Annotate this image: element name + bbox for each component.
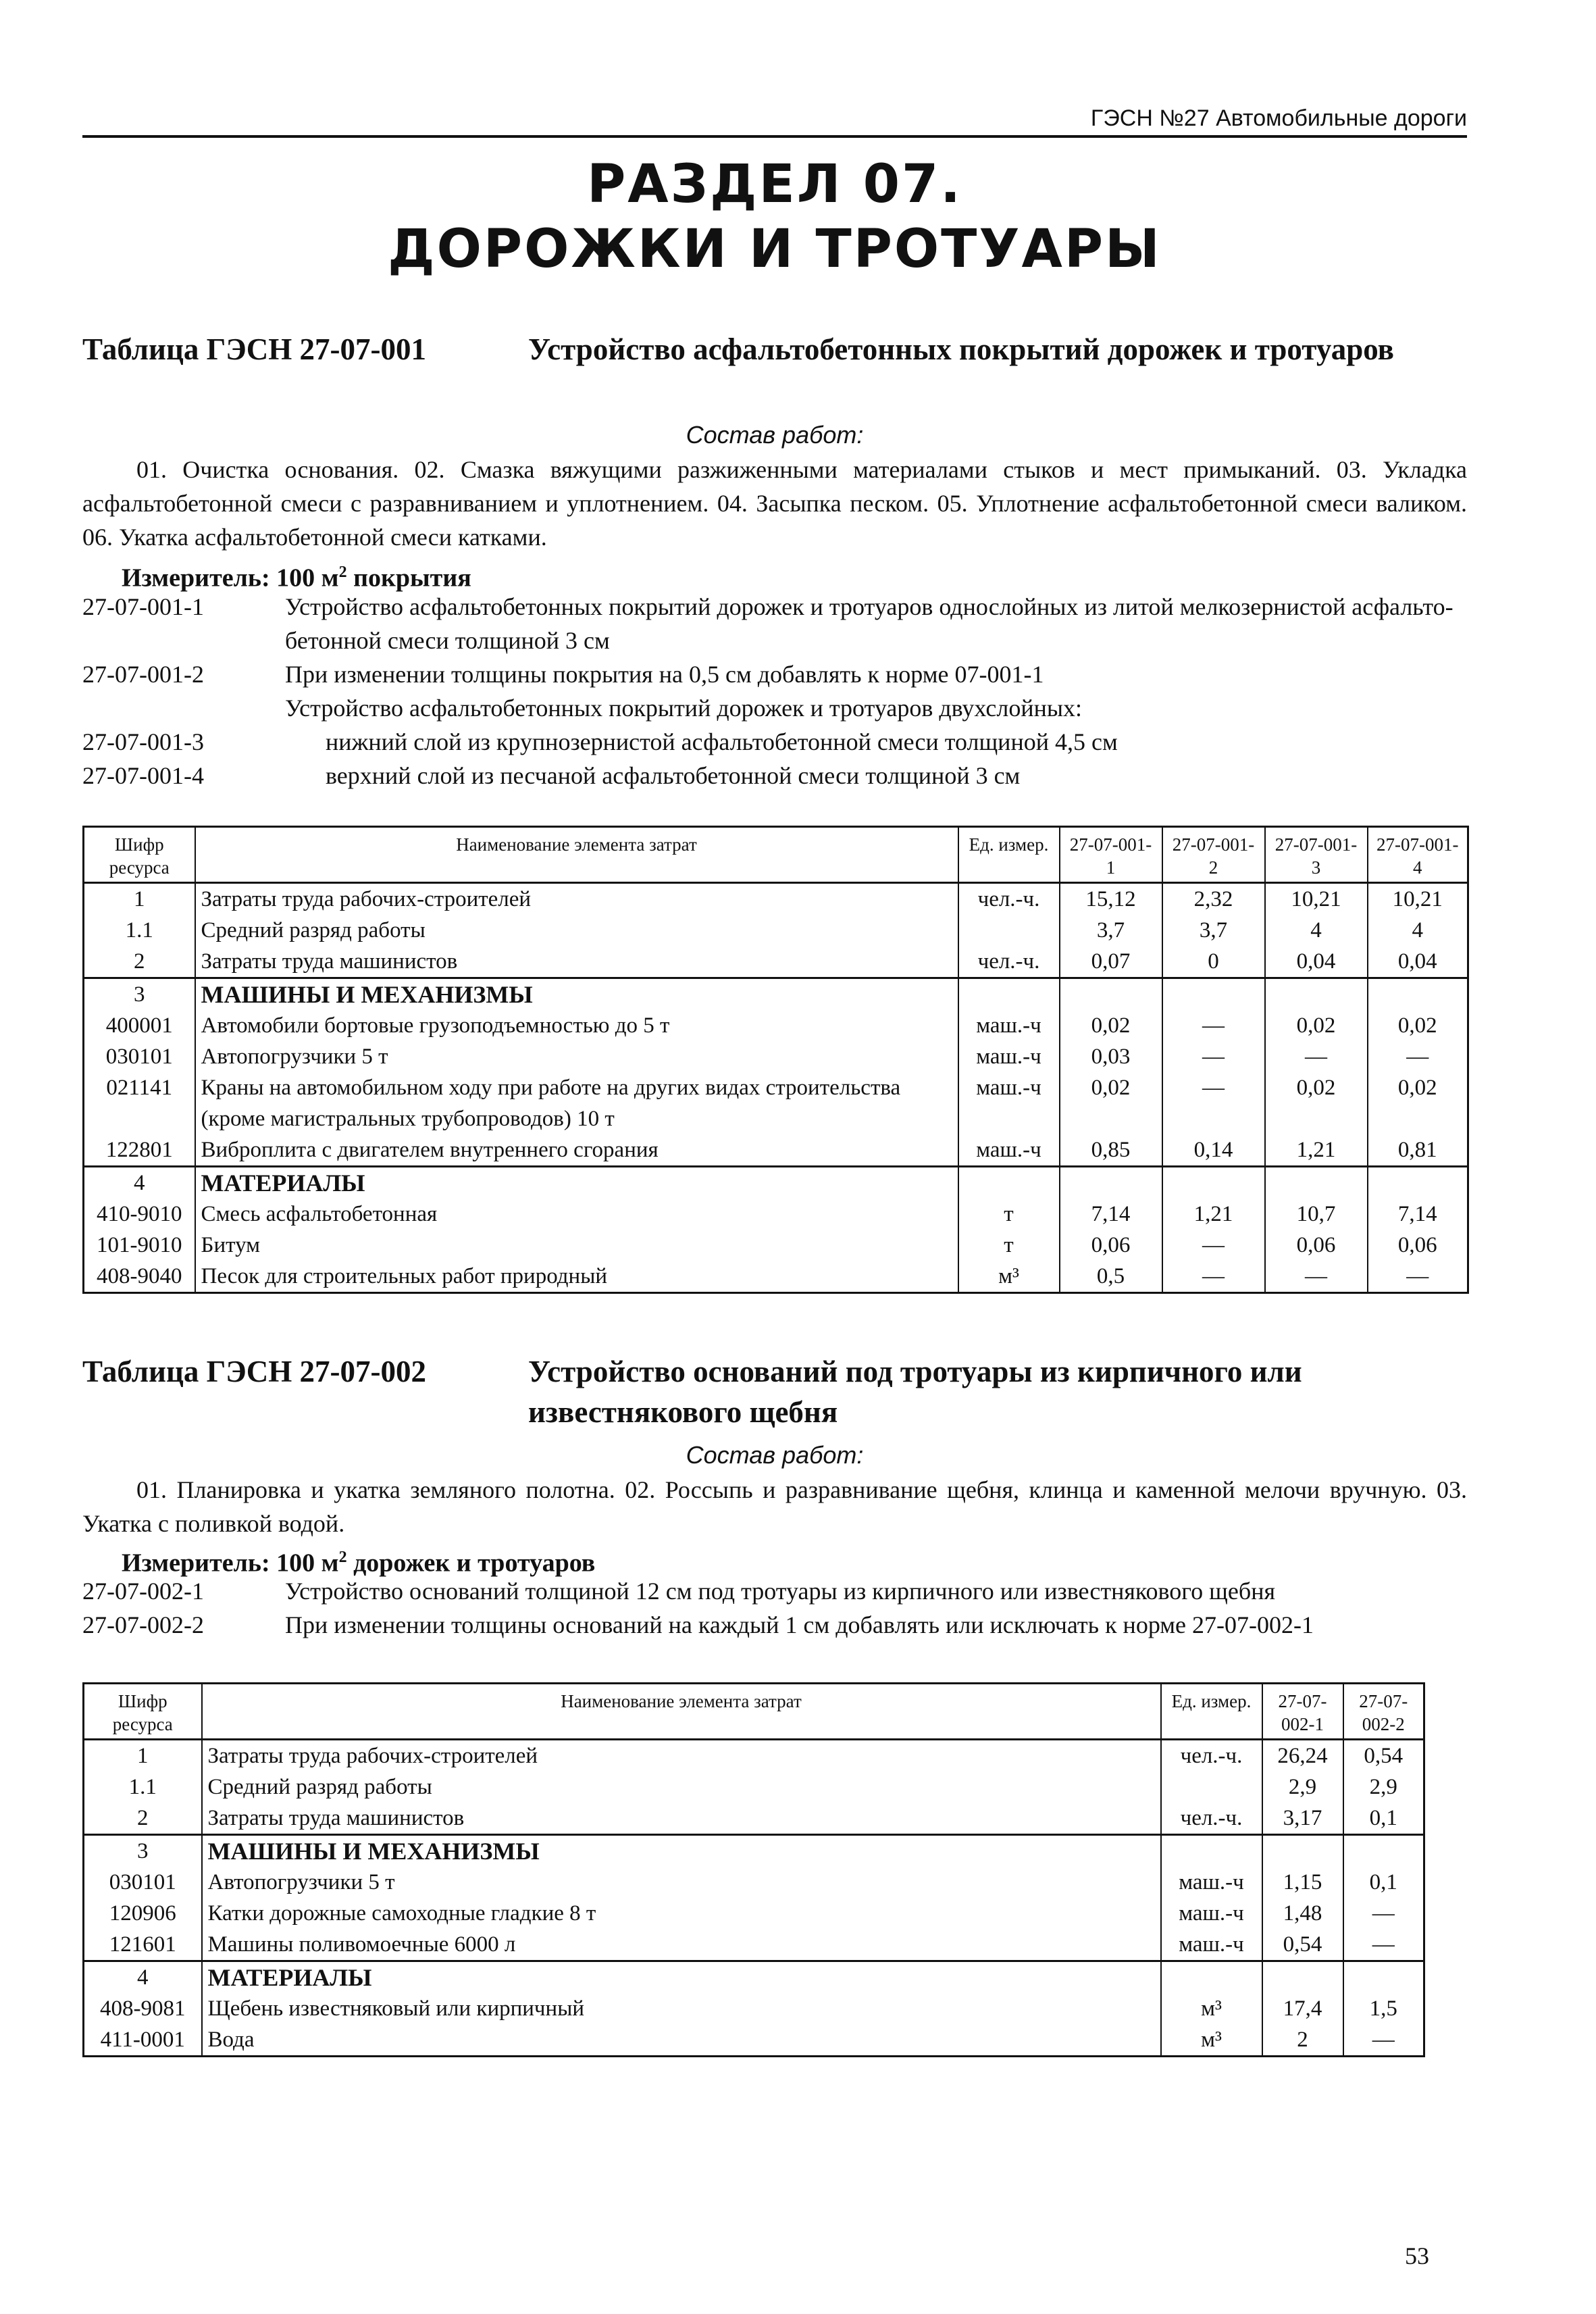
cost-item-name: Автомобили бортовые грузоподъемностью до 5 т [195,1010,958,1041]
table-1-work-subtitle: Состав работ: [686,421,864,449]
section-name: ДОРОЖКИ И ТРОТУАРЫ [388,219,1162,280]
norm-value: 0,06 [1265,1230,1368,1261]
column-header-norm: 27-07-001-1 [1060,827,1162,883]
measure-suffix: покрытия [346,563,471,593]
table-1-costs [82,826,1469,1294]
table-row [84,1993,1424,2024]
norm-value: — [1162,1010,1265,1041]
norm-value: — [1368,1041,1468,1072]
norm-value: 0,1 [1343,1867,1424,1898]
table-1-norms-list [82,590,1467,793]
norm-value: — [1162,1041,1265,1072]
norm-value: 3,7 [1162,915,1265,946]
table-row [84,1898,1424,1929]
running-header: ГЭСН №27 Автомобильные дороги [82,101,1467,138]
cost-item-name: Средний разряд работы [195,915,958,946]
column-header-norm: 27-07-002-2 [1343,1684,1424,1740]
norm-text: Устройство асфальтобетонных покрытий дорожек и тротуаров двухслойных: [285,695,1083,722]
norm-value: 0,02 [1368,1072,1468,1134]
unit [1161,1771,1262,1803]
table-2-label: Таблица ГЭСН 27-07-002 [82,1355,426,1388]
table-1-work-description: 01. Очистка основания. 02. Смазка вяжущими разжиженными материалами стыков и мест примыканий. 03. Укладка асфальтобетонной смеси с разравниванием и уплотнением. 04. Засыпка песком. 05. Уплотнение асфальтобетонной смеси валиком. 06. Укатка асфальтобетонной смеси катками. [82,456,1467,551]
table-row [84,1835,1424,1867]
norm-item [82,725,1467,759]
norm-value: 0,06 [1368,1230,1468,1261]
table-row [84,1041,1468,1072]
page-number: 53 [1405,2242,1429,2269]
table-2-header-row [84,1684,1424,1740]
cost-item-name: Краны на автомобильном ходу при работе на других видах строительства (кроме магистральных трубопроводов) 10 т [195,1072,958,1134]
unit: маш.-ч [958,1010,1060,1041]
unit: м³ [958,1261,1060,1293]
norm-value: — [1265,1041,1368,1072]
unit [958,1167,1060,1199]
norm-code: 27-07-002-2 [82,1611,204,1638]
group-title: МАТЕРИАЛЫ [195,1167,958,1199]
norm-value: 1,15 [1262,1867,1343,1898]
unit: маш.-ч [958,1041,1060,1072]
resource-code: 408-9040 [84,1261,195,1293]
norm-value: 2,32 [1162,883,1265,915]
unit: маш.-ч [958,1072,1060,1134]
norm-value: 2,9 [1343,1771,1424,1803]
table-row [84,1199,1468,1230]
resource-code: 4 [84,1167,195,1199]
table-2-costs [82,1682,1425,2057]
norm-value: 10,21 [1368,883,1468,915]
measure-superscript: 2 [338,1549,347,1566]
norm-code: 27-07-001-1 [82,593,204,620]
table-row [84,1929,1424,1961]
resource-code: 410-9010 [84,1199,195,1230]
norm-text: Устройство асфальтобетонных покрытий дорожек и тротуаров однослойных из литой мелкозернистой асфальто-бетонной смеси толщиной 3 см [285,593,1453,654]
unit: т [958,1230,1060,1261]
table-1-body [84,883,1468,1293]
table-2-work-subtitle: Состав работ: [686,1441,864,1469]
norm-value: 0,14 [1162,1134,1265,1167]
table-2-body [84,1740,1424,2057]
table-row [84,1134,1468,1167]
norm-value: 1,21 [1162,1199,1265,1230]
norm-value: 4 [1265,915,1368,946]
norm-value: 2,9 [1262,1771,1343,1803]
cost-item-name: Виброплита с двигателем внутреннего сгорания [195,1134,958,1167]
norm-value: 17,4 [1262,1993,1343,2024]
norm-value: 0,04 [1265,946,1368,978]
resource-code: 030101 [84,1867,202,1898]
resource-code: 121601 [84,1929,202,1961]
unit: маш.-ч [1161,1867,1262,1898]
cost-item-name: Затраты труда машинистов [195,946,958,978]
norm-value [1060,1167,1162,1199]
resource-code: 1.1 [84,1771,202,1803]
norm-value: 0,54 [1262,1929,1343,1961]
norm-text: При изменении толщины покрытия на 0,5 см добавлять к норме 07-001-1 [285,661,1044,688]
norm-item [82,657,1467,691]
norm-value: — [1343,1929,1424,1961]
cost-item-name: Катки дорожные самоходные гладкие 8 т [202,1898,1161,1929]
norm-code: 27-07-001-2 [82,661,204,688]
resource-code: 1 [84,1740,202,1772]
norm-value: 1,5 [1343,1993,1424,2024]
norm-value: 0,81 [1368,1134,1468,1167]
table-row [84,1072,1468,1134]
column-header-norm: 27-07-001-4 [1368,827,1468,883]
norm-value: — [1368,1261,1468,1293]
table-row [84,978,1468,1011]
norm-code: 27-07-001-3 [82,728,204,755]
table-row [84,946,1468,978]
unit [958,978,1060,1011]
resource-code: 030101 [84,1041,195,1072]
norm-value: — [1162,1230,1265,1261]
norm-value: — [1343,1898,1424,1929]
column-header-code: Шифр ресурса [84,827,195,883]
unit: маш.-ч [958,1134,1060,1167]
norm-value: 0,85 [1060,1134,1162,1167]
unit: т [958,1199,1060,1230]
norm-value [1262,1835,1343,1867]
norm-value: 0,04 [1368,946,1468,978]
norm-value [1262,1961,1343,1994]
column-header-norm: 27-07-001-2 [1162,827,1265,883]
norm-value: 7,14 [1368,1199,1468,1230]
norm-value [1368,978,1468,1011]
measure-prefix: Измеритель: 100 м [122,1549,339,1578]
table-row [84,1010,1468,1041]
norm-value: 0,1 [1343,1803,1424,1835]
column-header-norm: 27-07-001-3 [1265,827,1368,883]
cost-item-name: Песок для строительных работ природный [195,1261,958,1293]
norm-value: 3,17 [1262,1803,1343,1835]
resource-code: 101-9010 [84,1230,195,1261]
norm-code: 27-07-001-4 [82,762,204,789]
cost-item-name: Вода [202,2024,1161,2057]
norm-value: 0,06 [1060,1230,1162,1261]
table-2-norms-list [82,1574,1467,1642]
table-row [84,1961,1424,1994]
norm-value [1162,978,1265,1011]
table-2-work-description: 01. Планировка и укатка земляного полотна. 02. Россыпь и разравнивание щебня, клинца и каменной мелочи вручную. 03. Укатка с поливкой водой. [82,1476,1467,1537]
norm-text: нижний слой из крупнозернистой асфальтобетонной смеси толщиной 4,5 см [326,728,1118,755]
norm-value: — [1343,2024,1424,2057]
norm-value: 0,54 [1343,1740,1424,1772]
table-row [84,1867,1424,1898]
norm-value: 2 [1262,2024,1343,2057]
norm-code: 27-07-002-1 [82,1578,204,1605]
norm-value: 0,07 [1060,946,1162,978]
cost-item-name: Средний разряд работы [202,1771,1161,1803]
norm-text: Устройство оснований толщиной 12 см под тротуары из кирпичного или известнякового щебня [285,1578,1276,1605]
norm-value [1265,978,1368,1011]
unit: чел.-ч. [1161,1740,1262,1772]
table-2-title: Устройство оснований под тротуары из кирпичного или известнякового щебня [528,1355,1302,1429]
table-row [84,1230,1468,1261]
table-1-header-row [84,827,1468,883]
section-number: РАЗДЕЛ 07. [587,154,962,215]
cost-item-name: Автопогрузчики 5 т [195,1041,958,1072]
unit: чел.-ч. [958,946,1060,978]
norm-value: 26,24 [1262,1740,1343,1772]
norm-value: 0,02 [1060,1010,1162,1041]
column-header-name: Наименование элемента затрат [202,1684,1161,1740]
unit: м³ [1161,1993,1262,2024]
norm-value: 3,7 [1060,915,1162,946]
section-title [82,152,1467,282]
table-1-measure [122,555,471,595]
norm-value: 4 [1368,915,1468,946]
norm-item [82,1574,1467,1608]
norm-value: 0,02 [1368,1010,1468,1041]
unit [958,915,1060,946]
measure-superscript: 2 [338,563,347,581]
norm-value: — [1265,1261,1368,1293]
cost-item-name: Автопогрузчики 5 т [202,1867,1161,1898]
table-row [84,915,1468,946]
column-header-unit: Ед. измер. [1161,1684,1262,1740]
resource-code: 4 [84,1961,202,1994]
norm-item [82,590,1467,657]
table-row [84,1261,1468,1293]
norm-value: 0 [1162,946,1265,978]
resource-code: 2 [84,1803,202,1835]
table-row [84,883,1468,915]
cost-item-name: Битум [195,1230,958,1261]
column-header-norm: 27-07-002-1 [1262,1684,1343,1740]
measure-suffix: дорожек и тротуаров [346,1549,596,1578]
resource-code: 1 [84,883,195,915]
group-title: МАШИНЫ И МЕХАНИЗМЫ [195,978,958,1011]
resource-code: 2 [84,946,195,978]
column-header-name: Наименование элемента затрат [195,827,958,883]
table-1-title: Устройство асфальтобетонных покрытий дорожек и тротуаров [528,332,1394,366]
unit: чел.-ч. [958,883,1060,915]
cost-item-name: Смесь асфальтобетонная [195,1199,958,1230]
resource-code: 400001 [84,1010,195,1041]
unit: чел.-ч. [1161,1803,1262,1835]
cost-item-name: Машины поливомоечные 6000 л [202,1929,1161,1961]
norm-value: 0,02 [1265,1072,1368,1134]
resource-code: 122801 [84,1134,195,1167]
norm-item [82,759,1467,793]
resource-code: 3 [84,978,195,1011]
table-row [84,2024,1424,2057]
norm-value [1162,1167,1265,1199]
norm-value: 15,12 [1060,883,1162,915]
norm-value: 1,48 [1262,1898,1343,1929]
cost-item-name: Затраты труда машинистов [202,1803,1161,1835]
norm-value [1368,1167,1468,1199]
norm-value [1343,1835,1424,1867]
norm-item [82,691,1467,725]
norm-text: верхний слой из песчаной асфальтобетонной смеси толщиной 3 см [326,762,1021,789]
cost-item-name: Затраты труда рабочих-строителей [195,883,958,915]
norm-value [1343,1961,1424,1994]
norm-value: 0,5 [1060,1261,1162,1293]
table-row [84,1803,1424,1835]
resource-code: 3 [84,1835,202,1867]
group-title: МАТЕРИАЛЫ [202,1961,1161,1994]
unit: маш.-ч [1161,1929,1262,1961]
resource-code: 411-0001 [84,2024,202,2057]
table-row [84,1740,1424,1772]
table-row [84,1771,1424,1803]
cost-item-name: Щебень известняковый или кирпичный [202,1993,1161,2024]
resource-code: 1.1 [84,915,195,946]
norm-value: 0,02 [1060,1072,1162,1134]
unit [1161,1835,1262,1867]
norm-item [82,1608,1467,1642]
group-title: МАШИНЫ И МЕХАНИЗМЫ [202,1835,1161,1867]
resource-code: 408-9081 [84,1993,202,2024]
table-1-label: Таблица ГЭСН 27-07-001 [82,332,426,366]
norm-value [1265,1167,1368,1199]
norm-value: 10,21 [1265,883,1368,915]
norm-value: 1,21 [1265,1134,1368,1167]
norm-text: При изменении толщины оснований на каждый 1 см добавлять или исключать к норме 27-07-002-1 [285,1611,1314,1638]
norm-value: 0,02 [1265,1010,1368,1041]
cost-item-name: Затраты труда рабочих-строителей [202,1740,1161,1772]
norm-value: — [1162,1261,1265,1293]
resource-code: 120906 [84,1898,202,1929]
norm-value: — [1162,1072,1265,1134]
unit: маш.-ч [1161,1898,1262,1929]
resource-code: 021141 [84,1072,195,1134]
norm-value: 10,7 [1265,1199,1368,1230]
norm-value: 7,14 [1060,1199,1162,1230]
measure-prefix: Измеритель: 100 м [122,563,339,593]
unit [1161,1961,1262,1994]
column-header-unit: Ед. измер. [958,827,1060,883]
table-row [84,1167,1468,1199]
column-header-code: Шифр ресурса [84,1684,202,1740]
norm-value: 0,03 [1060,1041,1162,1072]
norm-value [1060,978,1162,1011]
unit: м³ [1161,2024,1262,2057]
